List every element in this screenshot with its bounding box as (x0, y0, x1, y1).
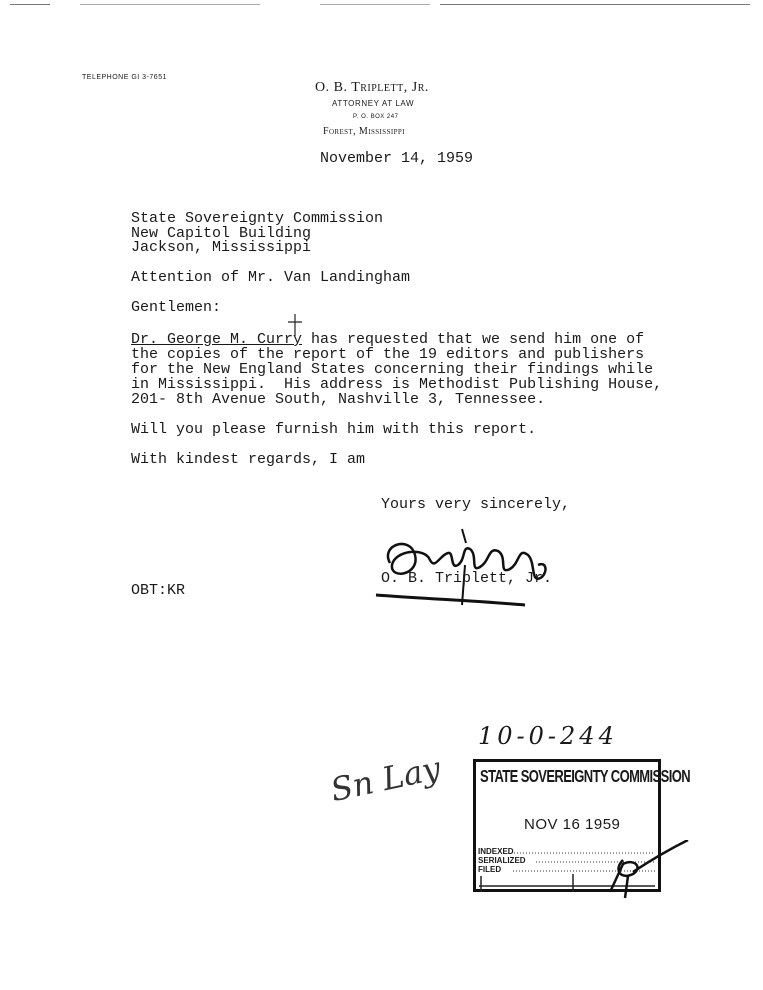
stamp-filed-label: FILED (478, 865, 502, 874)
body-line-1 (131, 332, 644, 347)
body-line-5: 201- 8th Avenue South, Nashville 3, Tennessee. (131, 391, 546, 408)
scan-rule (80, 4, 260, 5)
letterhead-city: Forest, Mississippi (323, 126, 405, 137)
scan-rule (440, 4, 750, 5)
body-line-3: for the New England States concerning their findings while (131, 361, 654, 378)
recipient-line-2: New Capitol Building (131, 225, 312, 242)
scan-rule (320, 4, 430, 5)
body-line-4: in Mississippi. His address is Methodist Publishing House, (131, 376, 663, 393)
handwritten-initials-icon (611, 840, 688, 898)
attention-line: Attention of Mr. Van Landingham (131, 269, 411, 286)
stamp-date: NOV 16 1959 (524, 816, 621, 833)
handwritten-file-number: 10-0-244 (478, 722, 618, 750)
body-regards-line: With kindest regards, I am (131, 451, 366, 468)
letterhead-po-box: P. O. BOX 247 (353, 114, 399, 120)
closing: Yours very sincerely, (381, 496, 571, 513)
stamp-serialized-label: SERIALIZED (478, 856, 526, 865)
letter-date: November 14, 1959 (320, 150, 474, 167)
stamp-header: STATE SOVEREIGNTY COMMISSION (480, 766, 691, 787)
body-line-1-rest: has requested that we send him one of (302, 331, 645, 348)
recipient-name-underlined: Dr. George M. Curry (131, 331, 303, 348)
stamp-lines (473, 840, 703, 900)
cross-mark-icon (285, 312, 305, 338)
body-request-line: Will you please furnish him with this report. (131, 421, 537, 438)
recipient-line-3: Jackson, Mississippi (131, 239, 312, 256)
body-line-2: the copies of the report of the 19 editors and publishers (131, 346, 645, 363)
stamp-indexed-label: INDEXED (478, 847, 514, 856)
letterhead-title: ATTORNEY AT LAW (332, 99, 415, 108)
salutation: Gentlemen: (131, 299, 222, 316)
scan-rule (10, 4, 50, 5)
typist-initials: OBT:KR (131, 582, 186, 599)
recipient-line-1: State Sovereignty Commission (131, 210, 384, 227)
letterhead-name: O. B. Triplett, Jr. (315, 80, 429, 95)
typed-signature: O. B. Triplett, Jr. (381, 570, 553, 587)
letterhead-telephone: TELEPHONE GI 3-7651 (82, 74, 167, 81)
handwritten-note: Sn Lay (327, 748, 444, 810)
